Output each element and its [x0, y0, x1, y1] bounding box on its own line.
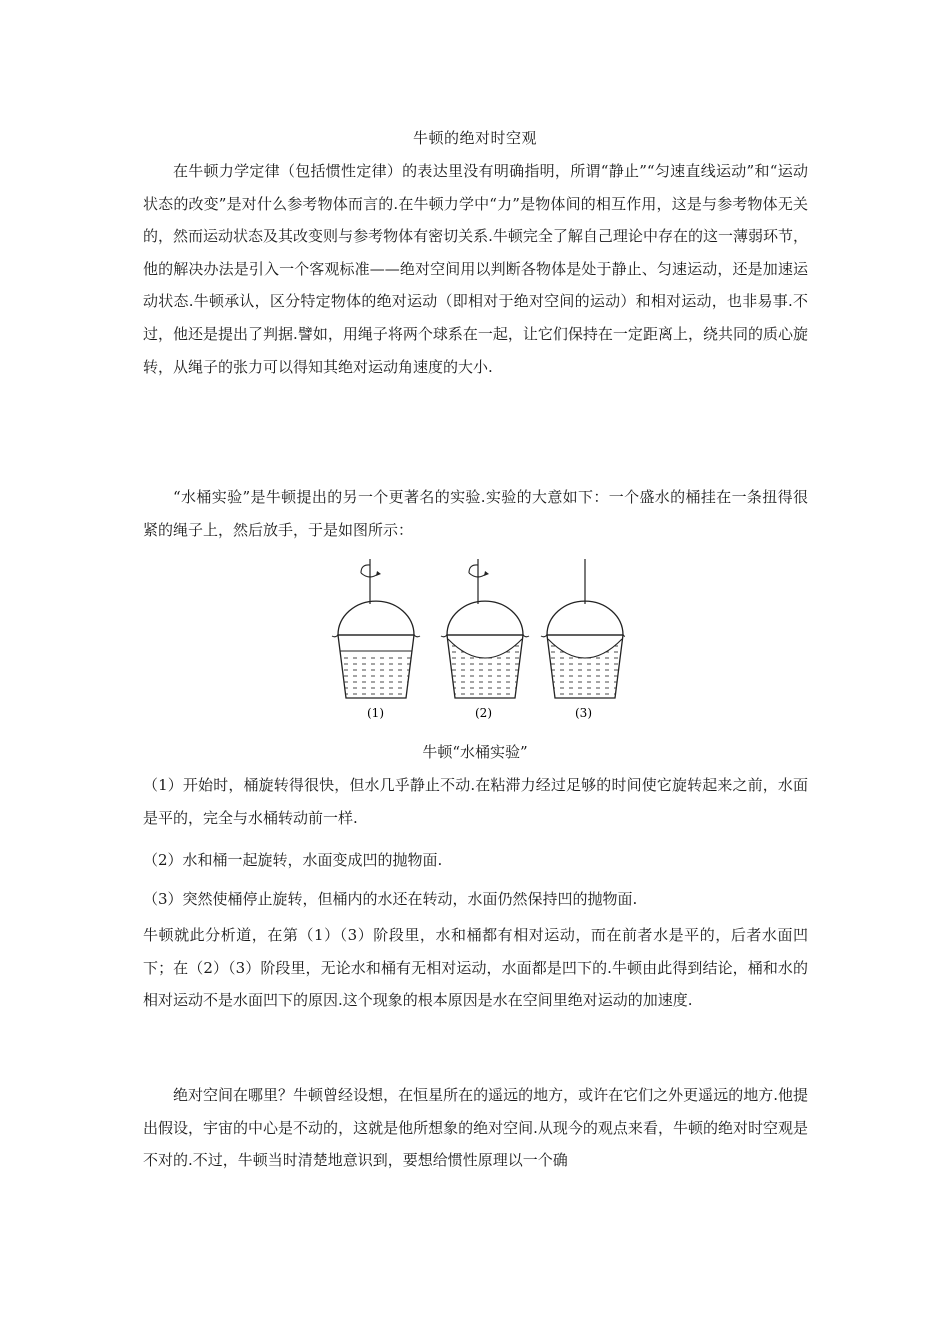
figure-label-3: (3) [575, 706, 592, 720]
paragraph-2: “水桶实验”是牛顿提出的另一个更著名的实验.实验的大意如下：一个盛水的桶挂在一条扭得很紧的绳子上，然后放手，于是如图所示： [143, 488, 808, 539]
paragraph-3: 牛顿就此分析道，在第（1）（3）阶段里，水和桶都有相对运动，而在前者水是平的，后者水面凹下；在（2）（3）阶段里，无论水和桶有无相对运动，水面都是凹下的.牛顿由此得到结论，桶和水的相对运动不是水面凹下的原因.这个现象的根本原因是水在空间里绝对运动的加速度. [143, 926, 808, 1010]
stage-1-text: （1）开始时，桶旋转得很快，但水几乎静止不动.在粘滞力经过足够的时间使它旋转起来之前，水面是平的，完全与水桶转动前一样. [143, 776, 808, 827]
bucket-1 [332, 559, 420, 698]
stage-3-text: （3）突然使桶停止旋转，但桶内的水还在转动，水面仍然保持凹的抛物面. [143, 890, 638, 908]
bucket-3 [541, 559, 625, 698]
bucket-2 [441, 559, 529, 698]
figure-caption: 牛顿“水桶实验” [422, 743, 528, 761]
paragraph-4: 绝对空间在哪里？牛顿曾经设想，在恒星所在的遥远的地方，或许在它们之外更遥远的地方.他提出假设，宇宙的中心是不动的，这就是他所想象的绝对空间.从现今的观点来看，牛顿的绝对时空观是不对的.不过，牛顿当时清楚地意识到，要想给惯性原理以一个确 [143, 1086, 808, 1170]
paragraph-1: 在牛顿力学定律（包括惯性定律）的表达里没有明确指明，所谓“静止”“匀速直线运动”和“运动状态的改变”是对什么参考物体而言的.在牛顿力学中“力”是物体间的相互作用，这是与参考物体无关的，然而运动状态及其改变则与参考物体有密切关系.牛顿完全了解自己理论中存在的这一薄弱环节，他的解决办法是引入一个客观标准——绝对空间用以判断各物体是处于静止、匀速运动，还是加速运动状态.牛顿承认，区分特定物体的绝对运动（即相对于绝对空间的运动）和相对运动，也非易事.不过，他还是提出了判据.譬如，用绳子将两个球系在一起，让它们保持在一定距离上，绕共同的质心旋转，从绳子的张力可以得知其绝对运动角速度的大小. [143, 162, 808, 376]
stage-2-text: （2）水和桶一起旋转，水面变成凹的抛物面. [143, 851, 443, 869]
figure-label-1: (1) [367, 706, 384, 720]
figure-label-2: (2) [475, 706, 492, 720]
bucket-experiment-figure [325, 559, 625, 724]
page-title: 牛顿的绝对时空观 [412, 129, 537, 147]
